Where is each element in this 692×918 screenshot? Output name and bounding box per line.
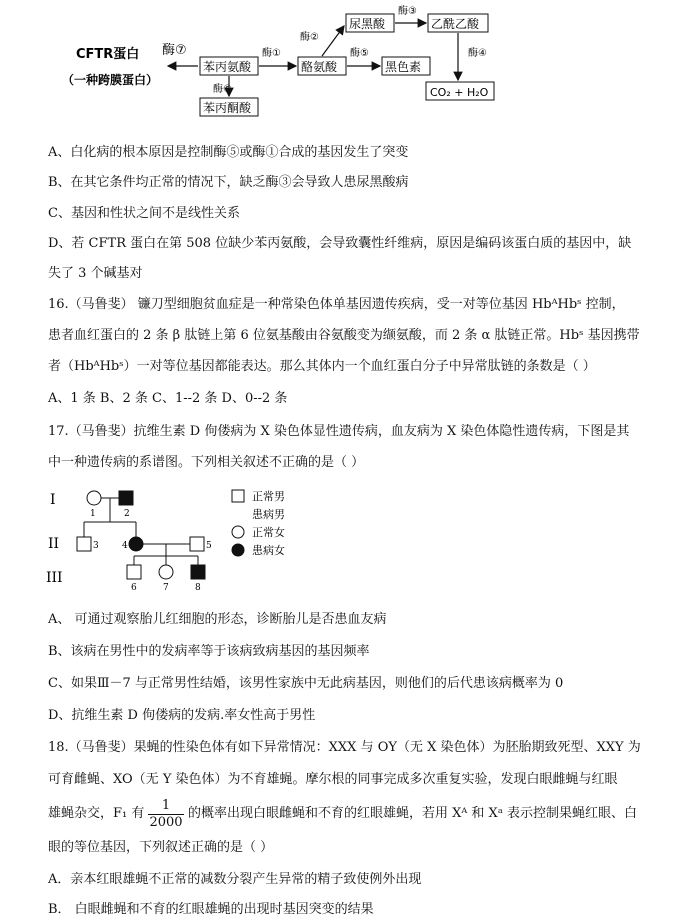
individual-5-normal-male bbox=[190, 537, 204, 551]
legend-affected-male-label: 患病男 bbox=[252, 508, 285, 521]
individual-3-number: 3 bbox=[93, 541, 99, 551]
fraction-1-over-2000 bbox=[148, 798, 184, 832]
legend-normal-male-label: 正常男 bbox=[252, 490, 285, 503]
q17-stem-line1: 17.（马鲁斐）抗维生素 D 佝偻病为 X 染色体显性遗传病，血友病为 X 染色体隐性遗传病，下图是其 bbox=[48, 424, 630, 439]
enzyme-5-label: 酶⑤ bbox=[350, 48, 369, 59]
maa-label: 乙酰乙酸 bbox=[431, 17, 480, 31]
q17-option-b: B、该病在男性中的发病率等于该病致病基因的基因频率 bbox=[48, 644, 370, 659]
q16-stem-line1: 16.（马鲁斐） 镰刀型细胞贫血症是一种常染色体单基因遗传疾病，受一对等位基因 HbᴬHbˢ 控制， bbox=[48, 297, 625, 312]
legend-normal-female-label: 正常女 bbox=[252, 526, 285, 539]
arrow-tyr-hga bbox=[322, 26, 344, 56]
individual-2-number: 2 bbox=[124, 509, 130, 519]
fraction-numerator: 1 bbox=[161, 798, 171, 813]
individual-6-normal-male bbox=[127, 565, 141, 579]
pedigree-legend bbox=[228, 488, 348, 568]
metabolic-pathway-diagram bbox=[0, 0, 692, 130]
co2-label: CO₂ + H₂O bbox=[430, 86, 489, 99]
q15-option-b: B、在其它条件均正常的情况下，缺乏酶③会导致人患尿黑酸病 bbox=[48, 175, 409, 190]
enzyme-3-label: 酶③ bbox=[398, 6, 417, 17]
q18-option-b: B． 白眼雌蝇和不育的红眼雄蝇的出现时基因突变的结果 bbox=[48, 902, 374, 917]
individual-7-number: 7 bbox=[163, 583, 169, 593]
ppa-label: 苯丙酮酸 bbox=[203, 101, 252, 115]
enzyme-4-label: 酶④ bbox=[468, 48, 487, 59]
individual-2-affected-male bbox=[119, 491, 133, 505]
enzyme-7-label: 酶⑦ bbox=[162, 43, 187, 58]
enzyme-1-label: 酶① bbox=[262, 48, 281, 59]
q18-stem-line4: 眼的等位基因，下列叙述正确的是（ ） bbox=[48, 840, 274, 855]
cftr-note: （一种跨膜蛋白） bbox=[62, 73, 159, 87]
q17-option-d: D、抗维生素 D 佝偻病的发病.率女性高于男性 bbox=[48, 708, 316, 723]
q18-stem-line1: 18.（马鲁斐）果蝇的性染色体有如下异常情况：XXX 与 OY（无 X 染色体）为胚胎期致死型、XXY 为 bbox=[48, 740, 641, 755]
enzyme-6-label: 酶⑥ bbox=[213, 84, 232, 95]
individual-4-number: 4 bbox=[122, 541, 128, 551]
individual-4-affected-female bbox=[129, 537, 143, 551]
tyr-label: 酪氨酸 bbox=[301, 60, 338, 74]
generation-3-label: III bbox=[46, 570, 63, 586]
legend-normal-female-symbol bbox=[232, 526, 244, 538]
individual-3-normal-male bbox=[77, 537, 91, 551]
cftr-label: CFTR蛋白 bbox=[76, 47, 140, 62]
q16-stem-line3: 者（HbᴬHbˢ）一对等位基因都能表达。那么其体内一个血红蛋白分子中异常肽链的条数是（ ） bbox=[48, 359, 596, 374]
q18-stem-line3-part2: 的概率出现白眼雌蝇和不育的红眼雄蝇，若用 Xᴬ 和 Xᵃ 表示控制果蝇红眼、白 bbox=[188, 806, 637, 821]
individual-1-normal-female bbox=[87, 491, 101, 505]
q16-stem-line2: 患者血红蛋白的 2 条 β 肽链上第 6 位氨基酸由谷氨酸变为缬氨酸，而 2 条 α 肽链正常。Hbˢ 基因携带 bbox=[48, 328, 640, 343]
phe-label: 苯丙氨酸 bbox=[203, 60, 252, 74]
individual-1-number: 1 bbox=[90, 509, 96, 519]
individual-8-number: 8 bbox=[195, 583, 201, 593]
hga-label: 尿黑酸 bbox=[349, 17, 386, 31]
q15-option-d-line2: 失了 3 个碱基对 bbox=[48, 266, 143, 281]
legend-normal-male-symbol bbox=[232, 490, 244, 502]
q17-stem-line2: 中一种遗传病的系谱图。下列相关叙述不正确的是（ ） bbox=[48, 455, 365, 470]
q18-stem-line2: 可育雌蝇、XO（无 Y 染色体）为不育雄蝇。摩尔根的同事完成多次重复实验，发现白眼雌蝇与红眼 bbox=[48, 772, 618, 787]
q15-option-a: A、白化病的根本原因是控制酶⑤或酶①合成的基因发生了突变 bbox=[48, 145, 409, 160]
fraction-denominator: 2000 bbox=[149, 815, 183, 830]
individual-6-number: 6 bbox=[131, 583, 137, 593]
generation-1-label: I bbox=[50, 492, 56, 508]
q16-options: A、1 条 B、2 条 C、1--2 条 D、0--2 条 bbox=[48, 391, 288, 406]
legend-affected-female-symbol bbox=[232, 544, 244, 556]
q15-option-d-line1: D、若 CFTR 蛋白在第 508 位缺少苯丙氨酸，会导致囊性纤维病，原因是编码该蛋白质的基因中，缺 bbox=[48, 236, 632, 251]
q18-option-a: A．亲本红眼雄蝇不正常的减数分裂产生异常的精子致使例外出现 bbox=[48, 872, 422, 887]
melanin-label: 黑色素 bbox=[385, 60, 422, 74]
q17-option-a: A、 可通过观察胎儿红细胞的形态，诊断胎儿是否患血友病 bbox=[48, 612, 387, 627]
individual-8-affected-male bbox=[191, 565, 205, 579]
individual-5-number: 5 bbox=[206, 541, 212, 551]
enzyme-2-label: 酶② bbox=[300, 32, 319, 43]
q18-stem-line3-part1: 雄蝇杂交，F₁ 有 bbox=[48, 806, 145, 821]
q17-option-c: C、如果Ⅲ－7 与正常男性结婚，该男性家族中无此病基因，则他们的后代患该病概率为 0 bbox=[48, 676, 564, 691]
generation-2-label: II bbox=[48, 536, 60, 552]
legend-affected-female-label: 患病女 bbox=[252, 544, 285, 557]
individual-7-normal-female bbox=[159, 565, 173, 579]
q15-option-c: C、基因和性状之间不是线性关系 bbox=[48, 206, 240, 221]
